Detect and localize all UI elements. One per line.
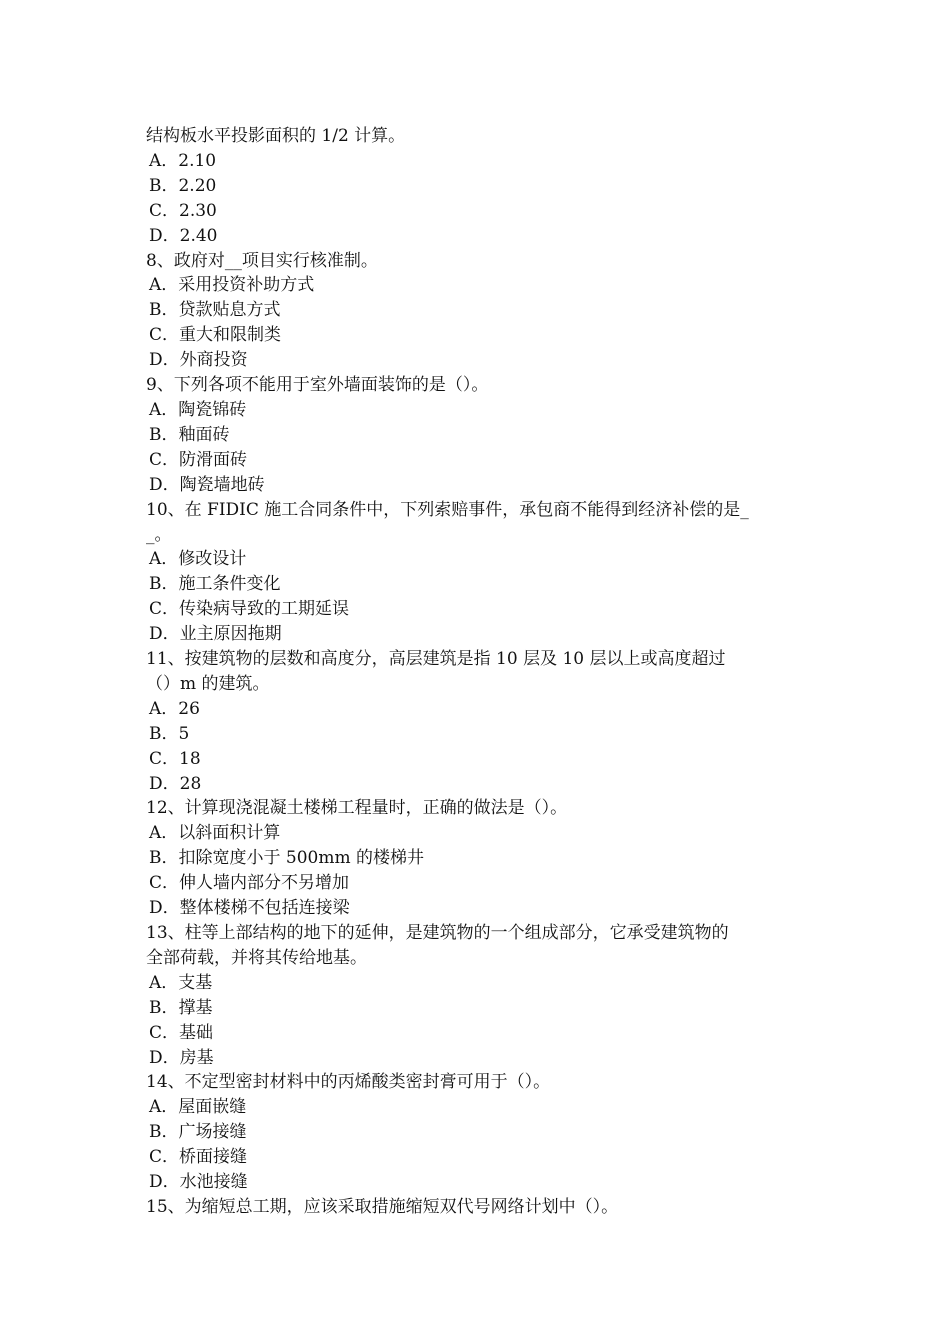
option-b: B．贷款贴息方式 [149,300,281,321]
option-c: C．防滑面砖 [149,449,248,470]
question-10 [146,498,811,647]
question-text: 8、政府对__项目实行核准制。 [146,250,378,271]
option-c: C．2.30 [149,200,217,221]
option-d: D．陶瓷墙地砖 [149,474,265,495]
option-b: B．2.20 [149,175,217,196]
option-d: D．2.40 [149,225,218,246]
option-c: C．基础 [149,1022,214,1043]
option-a: A．采用投资补助方式 [149,275,315,296]
option-b: B．扣除宽度小于 500mm 的楼梯井 [149,848,424,869]
option-d: D．28 [149,773,202,794]
previous-question-fragment: 结构板水平投影面积的 1/2 计算。 [146,126,406,146]
question-14 [146,1070,811,1195]
question-text-line-2: （）m 的建筑。 [146,673,270,694]
option-a: A．2.10 [149,150,217,171]
option-c: C．重大和限制类 [149,325,282,346]
option-a: A．陶瓷锦砖 [149,399,247,420]
question-text-line-2: 全部荷载，并将其传给地基。 [146,947,367,968]
option-a: A．修改设计 [149,549,247,570]
question-text: 12、计算现浇混凝土楼梯工程量时，正确的做法是（）。 [146,798,568,819]
option-d: D．房基 [149,1047,214,1068]
question-15 [146,1195,811,1220]
question-9 [146,373,811,498]
question-13 [146,921,811,1070]
question-11 [146,647,811,796]
option-d: D．整体楼梯不包括连接梁 [149,898,350,919]
option-d: D．水池接缝 [149,1172,248,1193]
option-a: A．以斜面积计算 [149,823,281,844]
question-text: 9、下列各项不能用于室外墙面装饰的是（）。 [146,375,489,396]
option-b: B．釉面砖 [149,424,230,445]
question-8 [146,249,811,374]
option-c: C．桥面接缝 [149,1147,248,1168]
question-text-line-1: 10、在 FIDIC 施工合同条件中，下列索赔事件，承包商不能得到经济补偿的是_ [146,499,749,520]
option-a: A．屋面嵌缝 [149,1097,247,1118]
option-a: A．26 [149,698,200,719]
option-d: D．外商投资 [149,350,248,371]
question-text: 15、为缩短总工期，应该采取措施缩短双代号网络计划中（）。 [146,1196,619,1217]
option-c: C．18 [149,748,201,769]
option-b: B．广场接缝 [149,1122,247,1143]
option-b: B．撑基 [149,997,213,1018]
question-text-line-1: 13、柱等上部结构的地下的延伸，是建筑物的一个组成部分，它承受建筑物的 [146,923,729,943]
question-text-line-2: _。 [146,524,172,545]
question-text-line-1: 11、按建筑物的层数和高度分，高层建筑是指 10 层及 10 层以上或高度超过 [146,649,726,670]
option-b: B．施工条件变化 [149,574,281,595]
option-a: A．支基 [149,972,213,993]
document-page [146,124,811,1220]
option-b: B．5 [149,723,190,744]
option-c: C．传染病导致的工期延误 [149,599,350,620]
option-d: D．业主原因拖期 [149,624,282,645]
option-c: C．伸人墙内部分不另增加 [149,873,350,894]
question-text: 14、不定型密封材料中的丙烯酸类密封膏可用于（）。 [146,1072,551,1093]
question-12 [146,796,811,921]
